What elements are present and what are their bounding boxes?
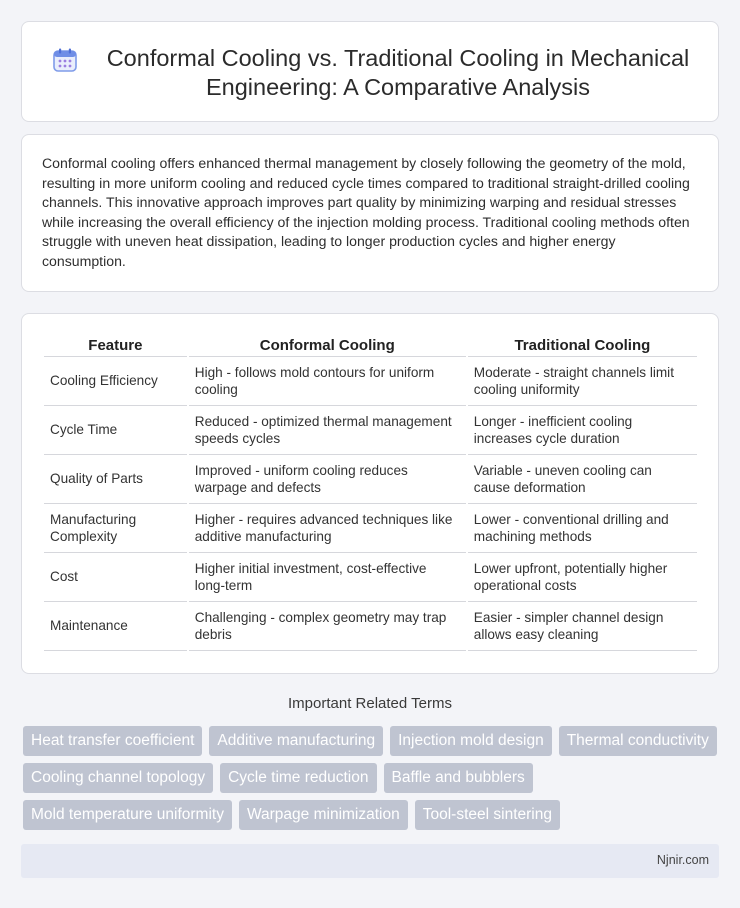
table-row — [44, 455, 697, 504]
related-term-tag[interactable]: Injection mold design — [390, 726, 552, 756]
related-term-tag[interactable]: Heat transfer coefficient — [23, 726, 202, 756]
related-term-tag[interactable]: Thermal conductivity — [559, 726, 717, 756]
traditional-cell: Easier - simpler channel design allows easy cleaning — [468, 602, 697, 651]
feature-cell: Maintenance — [44, 602, 187, 651]
related-term-tag[interactable]: Mold temperature uniformity — [23, 800, 232, 830]
related-term-tag[interactable]: Cooling channel topology — [23, 763, 213, 793]
table-row — [44, 553, 697, 602]
conformal-cell: Higher - requires advanced techniques like additive manufacturing — [189, 504, 466, 553]
feature-cell: Manufacturing Complexity — [44, 504, 187, 553]
conformal-cell: High - follows mold contours for uniform cooling — [189, 357, 466, 406]
conformal-cell: Improved - uniform cooling reduces warpage and defects — [189, 455, 466, 504]
related-term-tag[interactable]: Warpage minimization — [239, 800, 408, 830]
feature-cell: Cooling Efficiency — [44, 357, 187, 406]
table-row — [44, 504, 697, 553]
calendar-icon — [52, 47, 78, 73]
related-terms-heading: Important Related Terms — [288, 695, 452, 712]
traditional-cell: Longer - inefficient cooling increases cycle duration — [468, 406, 697, 455]
intro-paragraph: Conformal cooling offers enhanced thermal management by closely following the geometry of the mold, resulting in more uniform cooling and reduced cycle times compared to traditional straight-drilled cooling channels. This innovative approach improves part quality by minimizing warping and residual stresses while increasing the overall efficiency of the injection molding process. Traditional cooling methods often struggle with uneven heat dissipation, leading to longer production cycles and higher energy consumption. — [42, 155, 690, 269]
related-term-tag[interactable]: Cycle time reduction — [220, 763, 376, 793]
feature-cell: Quality of Parts — [44, 455, 187, 504]
footer-site-link[interactable]: Njnir.com — [656, 853, 709, 867]
page-title: Conformal Cooling vs. Traditional Cooling in Mechanical Engineering: A Comparative Analysis — [106, 45, 690, 100]
traditional-cell: Lower upfront, potentially higher operational costs — [468, 553, 697, 602]
comparison-card — [21, 313, 719, 674]
intro-card — [21, 134, 719, 292]
feature-cell: Cycle Time — [44, 406, 187, 455]
comparison-table — [42, 335, 699, 651]
traditional-cell: Lower - conventional drilling and machining methods — [468, 504, 697, 553]
conformal-cell: Higher initial investment, cost-effective long-term — [189, 553, 466, 602]
title-card — [21, 21, 719, 122]
table-row — [44, 406, 697, 455]
column-header-conformal: Conformal Cooling — [189, 335, 466, 357]
table-row — [44, 357, 697, 406]
table-header-row — [44, 335, 697, 357]
related-term-tag[interactable]: Tool-steel sintering — [415, 800, 560, 830]
traditional-cell: Moderate - straight channels limit cooling uniformity — [468, 357, 697, 406]
table-row — [44, 602, 697, 651]
related-terms-list — [23, 726, 723, 830]
conformal-cell: Reduced - optimized thermal management speeds cycles — [189, 406, 466, 455]
conformal-cell: Challenging - complex geometry may trap debris — [189, 602, 466, 651]
column-header-feature: Feature — [44, 335, 187, 357]
related-term-tag[interactable]: Additive manufacturing — [209, 726, 383, 756]
column-header-traditional: Traditional Cooling — [468, 335, 697, 357]
related-term-tag[interactable]: Baffle and bubblers — [384, 763, 533, 793]
footer-bar — [21, 844, 719, 878]
feature-cell: Cost — [44, 553, 187, 602]
traditional-cell: Variable - uneven cooling can cause deformation — [468, 455, 697, 504]
